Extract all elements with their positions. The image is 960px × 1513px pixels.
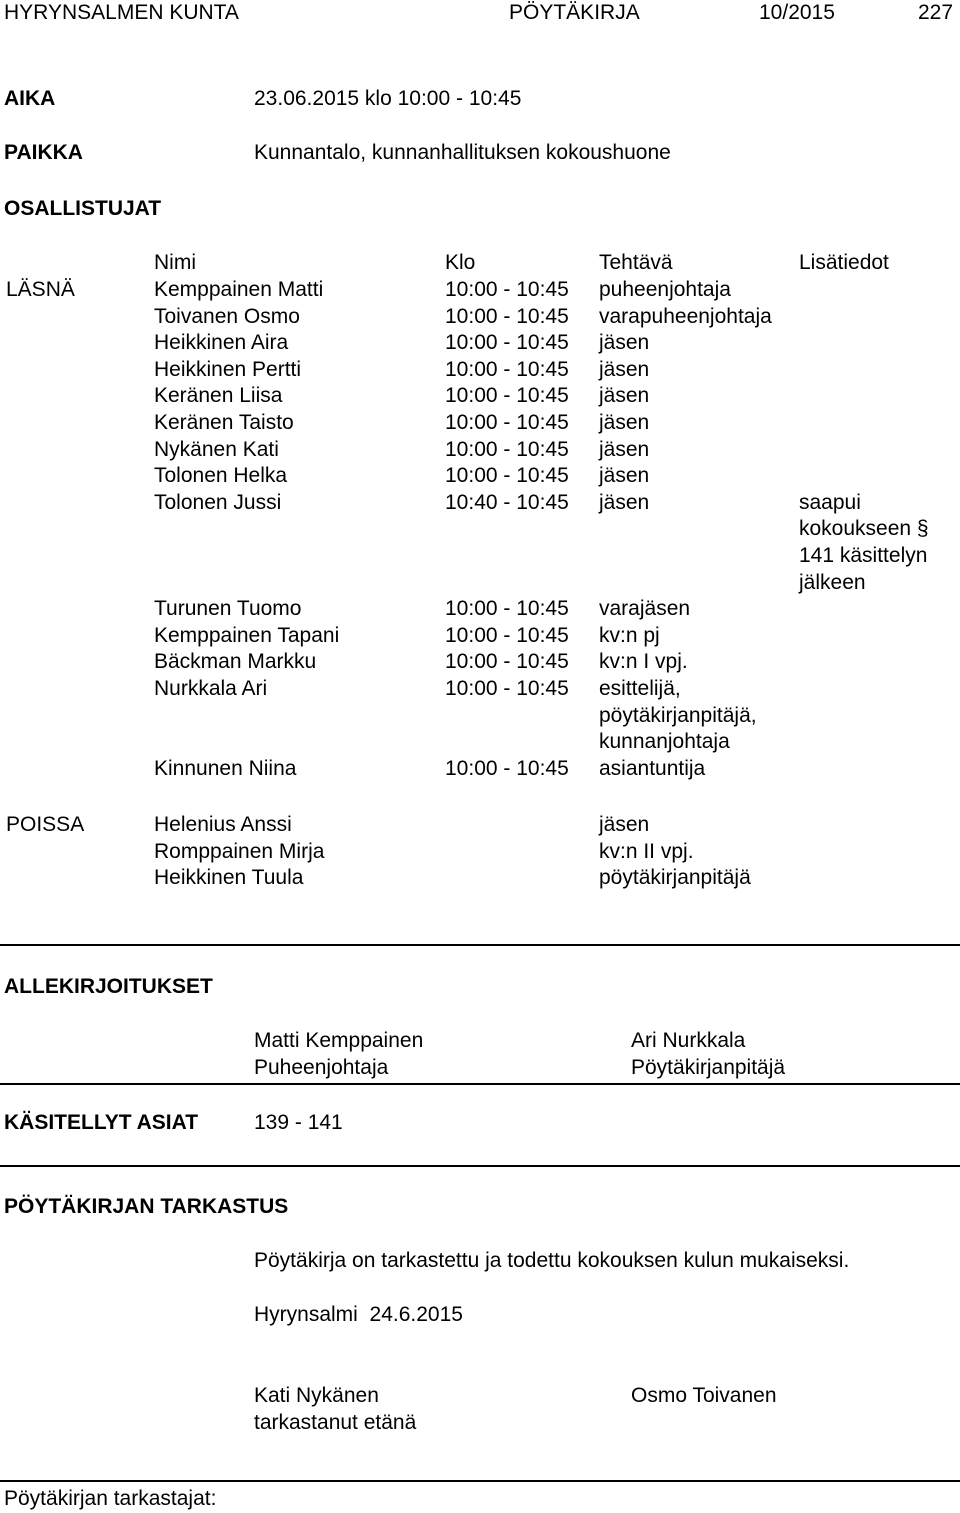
handled-items-value: 139 - 141 [254, 1111, 343, 1134]
participant-role: jäsen [599, 384, 650, 408]
participant-role: asiantuntija [599, 756, 706, 780]
participant-time: 10:40 - 10:45 [445, 490, 569, 514]
time-value: 23.06.2015 klo 10:00 - 10:45 [254, 87, 522, 110]
participant-info: saapui [799, 490, 861, 514]
participant-name: Bäckman Markku [154, 650, 317, 674]
document-type: PÖYTÄKIRJA [509, 1, 640, 24]
participant-name: Toivanen Osmo [154, 304, 300, 328]
participant-time: 10:00 - 10:45 [445, 650, 569, 674]
absent-role: kv:n II vpj. [599, 839, 694, 863]
participant-name: Turunen Tuomo [154, 597, 302, 621]
participant-role: puheenjohtaja [599, 278, 731, 301]
participant-time: 10:00 - 10:45 [445, 677, 569, 700]
participant-role: kunnanjohtaja [599, 730, 730, 754]
participant-role: jäsen [599, 464, 650, 488]
present-label: LÄSNÄ [6, 278, 75, 301]
participant-time: 10:00 - 10:45 [445, 437, 569, 461]
participant-name: Nurkkala Ari [154, 677, 268, 700]
participant-role: varapuheenjohtaja [599, 304, 772, 328]
absent-name: Heikkinen Tuula [154, 866, 304, 890]
participant-name: Keränen Taisto [154, 411, 294, 434]
participant-name: Kemppainen Matti [154, 278, 324, 301]
divider [0, 1083, 960, 1085]
reviewer-1-note: tarkastanut etänä [254, 1411, 417, 1434]
document-number: 10/2015 [759, 1, 835, 24]
participant-time: 10:00 - 10:45 [445, 357, 569, 381]
divider [0, 1165, 960, 1167]
column-header-role: Tehtävä [599, 251, 673, 274]
reviewer-1-name: Kati Nykänen [254, 1384, 379, 1407]
column-header-name: Nimi [154, 251, 196, 274]
participant-role: jäsen [599, 490, 650, 514]
participant-role: jäsen [599, 331, 650, 355]
participant-name: Heikkinen Pertti [154, 357, 302, 381]
municipality-name: HYRYNSALMEN KUNTA [4, 1, 239, 24]
participant-time: 10:00 - 10:45 [445, 384, 569, 408]
participant-role: pöytäkirjanpitäjä, [599, 703, 757, 727]
time-label: AIKA [4, 87, 56, 110]
participant-name: Tolonen Helka [154, 464, 288, 488]
participants-label: OSALLISTUJAT [4, 197, 162, 220]
participant-time: 10:00 - 10:45 [445, 331, 569, 355]
signer-secretary-role: Pöytäkirjanpitäjä [631, 1056, 786, 1079]
footer-reviewers-label: Pöytäkirjan tarkastajat: [4, 1487, 217, 1510]
participant-name: Nykänen Kati [154, 437, 279, 461]
column-header-info: Lisätiedot [799, 251, 889, 274]
signer-secretary-name: Ari Nurkkala [631, 1029, 746, 1052]
participant-time: 10:00 - 10:45 [445, 304, 569, 328]
review-place-date: Hyrynsalmi 24.6.2015 [254, 1303, 463, 1326]
participant-time: 10:00 - 10:45 [445, 411, 569, 434]
participant-time: 10:00 - 10:45 [445, 464, 569, 488]
absent-role: pöytäkirjanpitäjä [599, 866, 751, 890]
signer-chair-role: Puheenjohtaja [254, 1056, 389, 1079]
participant-role: kv:n pj [599, 623, 660, 647]
participant-name: Heikkinen Aira [154, 331, 289, 355]
participant-role: varajäsen [599, 597, 691, 621]
signatures-title: ALLEKIRJOITUKSET [4, 975, 213, 998]
divider [0, 944, 960, 946]
absent-label: POISSA [6, 813, 85, 836]
participant-info: 141 käsittelyn [799, 544, 928, 567]
absent-name: Helenius Anssi [154, 813, 292, 836]
place-value: Kunnantalo, kunnanhallituksen kokoushuone [254, 141, 671, 164]
participant-role: jäsen [599, 411, 650, 434]
participant-time: 10:00 - 10:45 [445, 623, 569, 647]
column-header-time: Klo [445, 251, 476, 274]
participant-time: 10:00 - 10:45 [445, 756, 569, 780]
participant-name: Keränen Liisa [154, 384, 283, 408]
participant-role: jäsen [599, 357, 650, 381]
participant-name: Tolonen Jussi [154, 490, 282, 514]
place-label: PAIKKA [4, 141, 83, 164]
participant-role: kv:n I vpj. [599, 650, 688, 674]
participant-time: 10:00 - 10:45 [445, 597, 569, 621]
signer-chair-name: Matti Kemppainen [254, 1029, 424, 1052]
handled-items-label: KÄSITELLYT ASIAT [4, 1111, 199, 1134]
participant-info: jälkeen [799, 570, 866, 594]
participant-name: Kinnunen Niina [154, 756, 297, 780]
reviewer-2-name: Osmo Toivanen [631, 1384, 777, 1407]
divider [0, 1480, 960, 1482]
participant-role: esittelijä, [599, 677, 681, 700]
participant-name: Kemppainen Tapani [154, 623, 340, 647]
participant-role: jäsen [599, 437, 650, 461]
participant-info: kokoukseen § [799, 517, 929, 541]
participant-time: 10:00 - 10:45 [445, 278, 569, 301]
review-statement: Pöytäkirja on tarkastettu ja todettu kokouksen kulun mukaiseksi. [254, 1249, 850, 1272]
page-number: 227 [918, 1, 954, 24]
absent-role: jäsen [599, 813, 650, 836]
absent-name: Romppainen Mirja [154, 839, 325, 863]
review-title: PÖYTÄKIRJAN TARKASTUS [4, 1195, 289, 1218]
